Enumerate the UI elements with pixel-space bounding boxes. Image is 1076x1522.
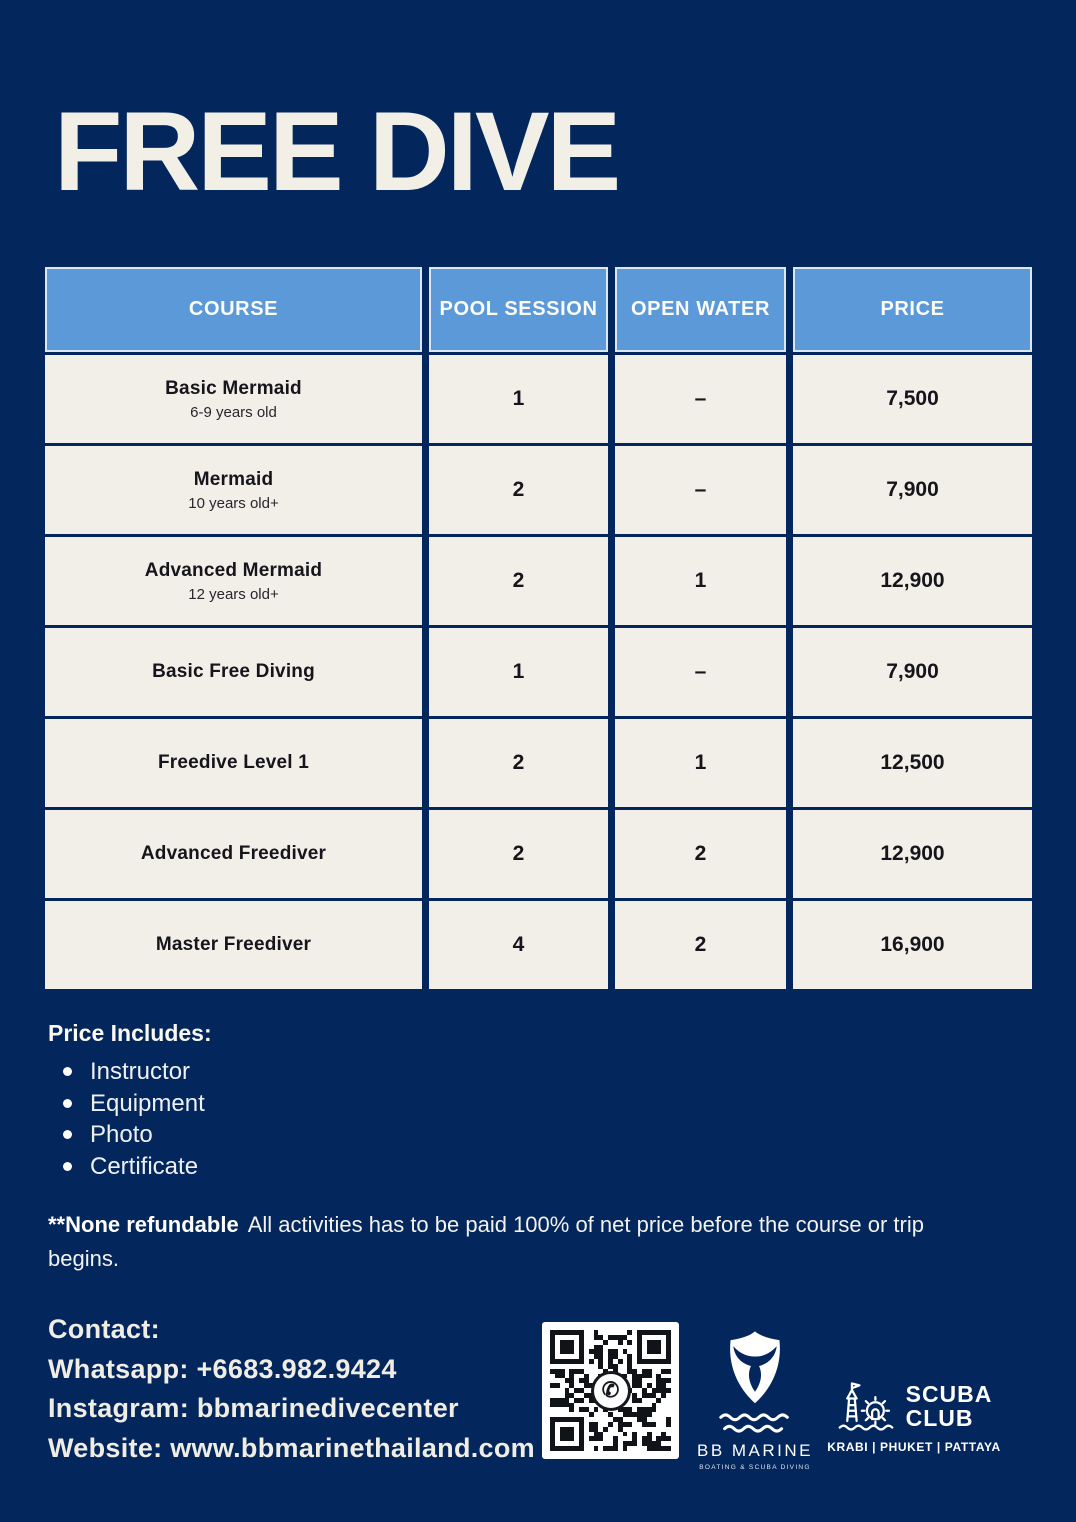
course-name: Advanced Freediver: [140, 843, 327, 864]
price-cell: 12,900: [793, 810, 1032, 898]
list-item: Instructor: [48, 1056, 212, 1088]
price-cell: 7,900: [793, 628, 1032, 716]
contact-whatsapp: Whatsapp: +6683.982.9424: [48, 1353, 397, 1384]
price-includes-section: [48, 1020, 212, 1182]
course-age-note: 12 years old+: [188, 585, 279, 603]
scuba-club-logo: [824, 1378, 1004, 1454]
course-cell: [45, 810, 422, 898]
scuba-club-name-line2: CLUB: [905, 1405, 974, 1431]
contact-website: Website: www.bbmarinethailand.com: [48, 1432, 535, 1463]
list-item: Photo: [48, 1119, 212, 1151]
course-cell: [45, 901, 422, 989]
open-water-cell: 2: [615, 901, 786, 989]
table-row: [45, 537, 1032, 625]
price-cell: 7,900: [793, 446, 1032, 534]
course-name: Basic Free Diving: [152, 661, 315, 682]
pool-session-cell: 1: [429, 628, 608, 716]
bb-marine-tagline: BOATING & SCUBA DIVING: [699, 1464, 811, 1471]
column-header-open-water: OPEN WATER: [615, 267, 786, 352]
open-water-cell: –: [615, 628, 786, 716]
price-cell: 7,500: [793, 355, 1032, 443]
whatsapp-qr-code: [542, 1322, 679, 1459]
table-row: [45, 901, 1032, 989]
pool-session-cell: 1: [429, 355, 608, 443]
table-row: [45, 810, 1032, 898]
refund-note-emphasis: **None refundable: [48, 1212, 239, 1237]
price-cell: 16,900: [793, 901, 1032, 989]
list-item: Equipment: [48, 1088, 212, 1120]
scuba-club-locations: KRABI | PHUKET | PATTAYA: [827, 1440, 1001, 1454]
course-cell: [45, 537, 422, 625]
course-cell: [45, 719, 422, 807]
contact-heading: Contact:: [48, 1314, 160, 1344]
pool-session-cell: 4: [429, 901, 608, 989]
course-name: Master Freediver: [155, 934, 312, 955]
table-row: [45, 719, 1032, 807]
course-name: Freedive Level 1: [157, 752, 310, 773]
refund-note-text: All activities has to be paid 100% of net price before the course or trip begins.: [48, 1212, 924, 1271]
bb-marine-logo: [696, 1330, 814, 1471]
lighthouse-gear-icon: [836, 1378, 896, 1434]
course-name: Basic Mermaid: [165, 377, 302, 399]
price-cell: 12,500: [793, 719, 1032, 807]
table-row: [45, 355, 1032, 443]
course-cell: [45, 628, 422, 716]
open-water-cell: –: [615, 446, 786, 534]
table-row: [45, 446, 1032, 534]
column-header-pool-session: POOL SESSION: [429, 267, 608, 352]
open-water-cell: 1: [615, 537, 786, 625]
contact-section: [48, 1310, 535, 1468]
open-water-cell: 2: [615, 810, 786, 898]
pool-session-cell: 2: [429, 446, 608, 534]
contact-instagram: Instagram: bbmarinedivecenter: [48, 1393, 459, 1423]
scuba-club-name-line1: SCUBA: [905, 1381, 993, 1407]
bull-shield-icon: [721, 1330, 789, 1406]
column-header-price: PRICE: [793, 267, 1032, 352]
table-header-row: [45, 267, 1032, 352]
price-cell: 12,900: [793, 537, 1032, 625]
course-cell: [45, 355, 422, 443]
pool-session-cell: 2: [429, 719, 608, 807]
table-row: [45, 628, 1032, 716]
pool-session-cell: 2: [429, 537, 608, 625]
price-includes-list: [48, 1056, 212, 1182]
waves-icon: [717, 1410, 793, 1436]
column-header-course: COURSE: [45, 267, 422, 352]
pool-session-cell: 2: [429, 810, 608, 898]
refund-note: [48, 1208, 928, 1276]
open-water-cell: –: [615, 355, 786, 443]
price-table: [45, 267, 1032, 989]
list-item: Certificate: [48, 1151, 212, 1183]
whatsapp-icon: ✆: [591, 1371, 631, 1411]
course-name: Mermaid: [193, 468, 274, 490]
course-age-note: 10 years old+: [188, 494, 279, 512]
course-age-note: 6-9 years old: [190, 403, 277, 421]
course-cell: [45, 446, 422, 534]
course-name: Advanced Mermaid: [144, 559, 323, 581]
page-title: FREE DIVE: [54, 89, 619, 214]
price-includes-heading: Price Includes:: [48, 1020, 212, 1046]
bb-marine-name: BB MARINE: [696, 1441, 814, 1460]
open-water-cell: 1: [615, 719, 786, 807]
